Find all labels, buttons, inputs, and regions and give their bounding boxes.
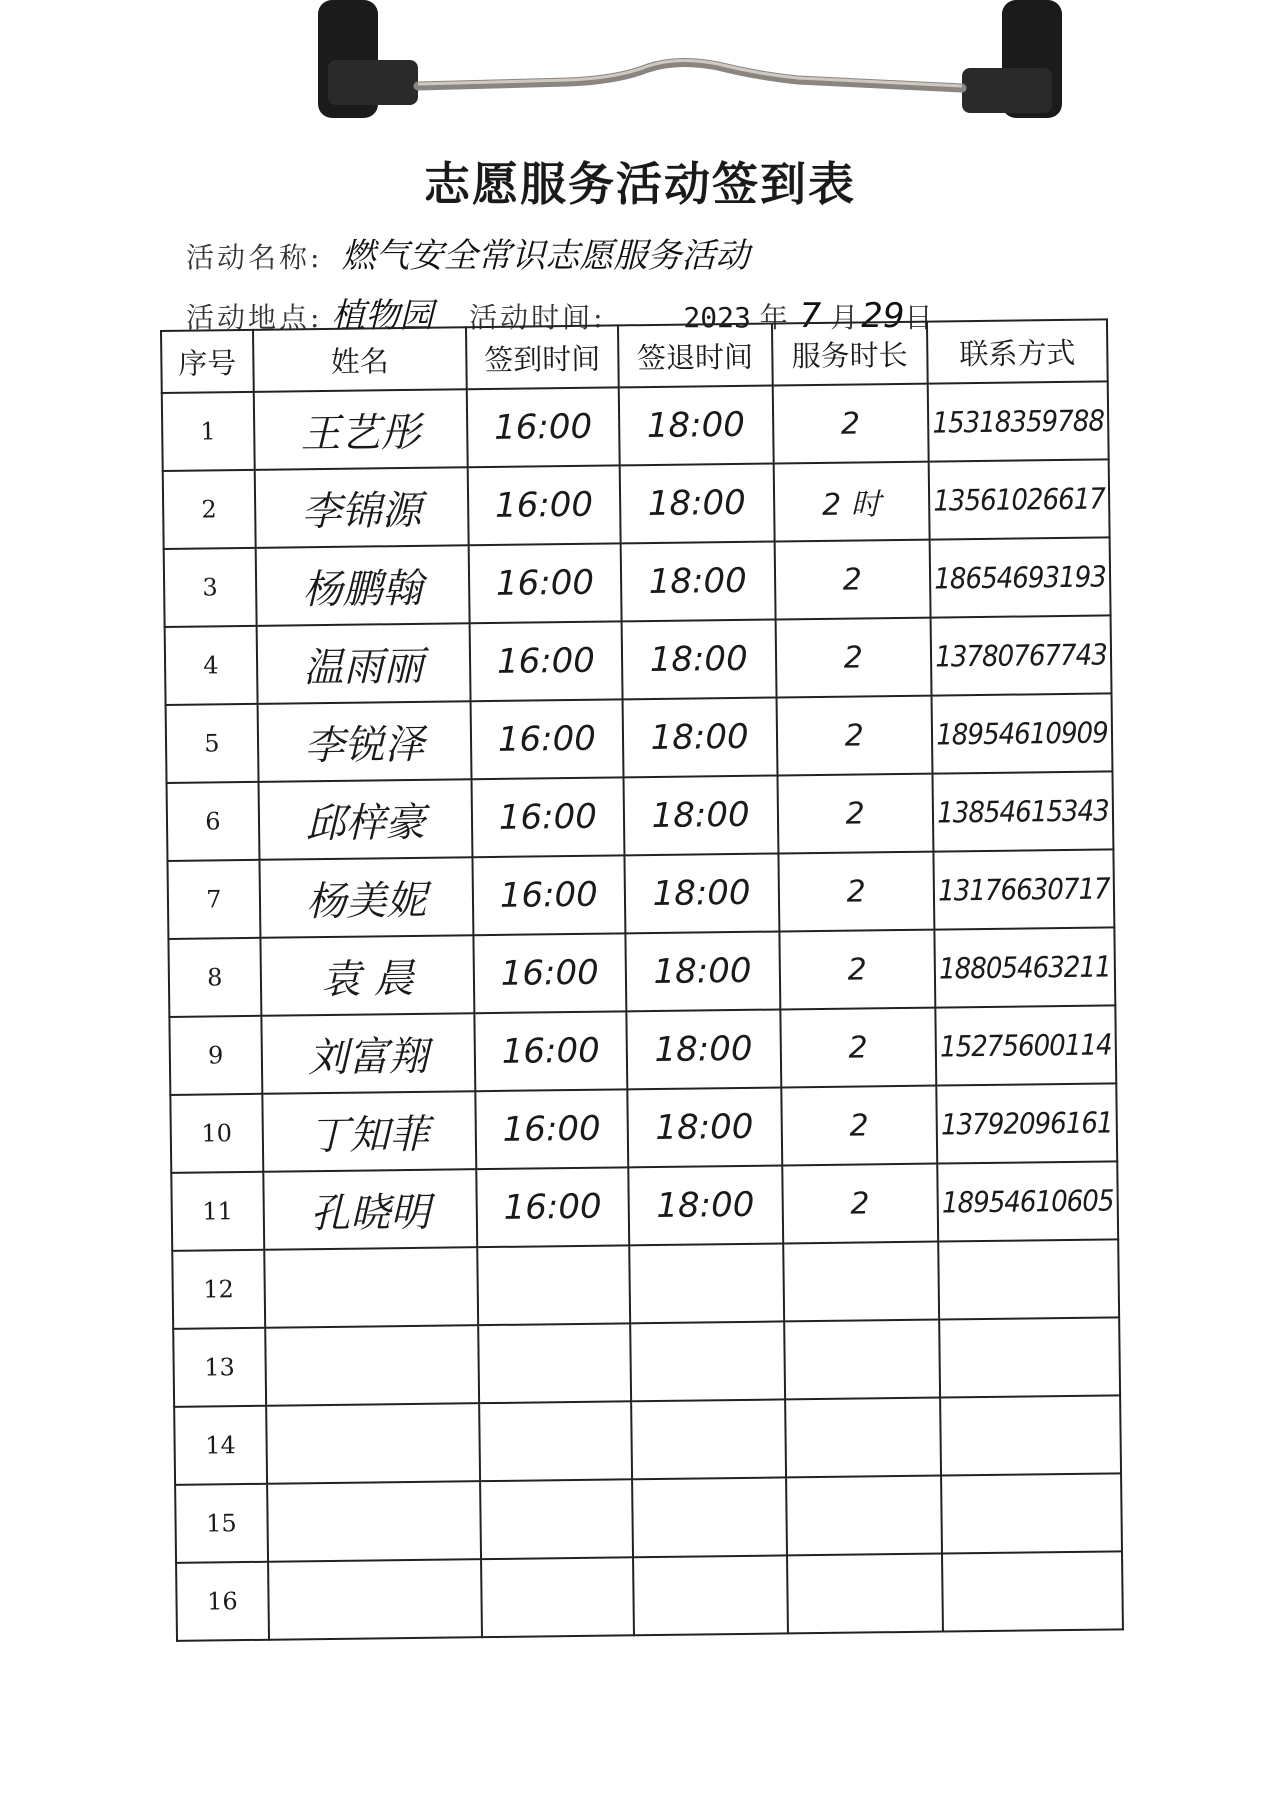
row-name: 丁知菲: [262, 1091, 476, 1172]
activity-year: 2023: [683, 301, 751, 334]
row-name: [265, 1325, 479, 1406]
row-service-hours: 2: [774, 540, 930, 620]
row-checkin-time: 16:00: [474, 1011, 627, 1091]
row-contact-phone: [938, 1239, 1119, 1319]
row-contact-phone: [941, 1473, 1122, 1553]
row-number: 1: [162, 392, 255, 471]
row-number: 9: [169, 1016, 262, 1095]
row-name: 李锐泽: [257, 701, 471, 782]
row-name: [266, 1403, 480, 1484]
row-service-hours: 2: [782, 1164, 938, 1244]
row-name: 王艺彤: [253, 389, 467, 470]
row-contact-phone: 13780767743: [931, 615, 1112, 695]
header-checkout: 签退时间: [618, 324, 773, 388]
table-row: [162, 381, 1109, 471]
row-service-hours: 2: [776, 696, 932, 776]
activity-month-unit: 月: [830, 301, 862, 334]
row-name: 杨鹏翰: [255, 545, 469, 626]
activity-month: 7: [799, 296, 822, 336]
row-checkout-time: 18:00: [619, 464, 774, 544]
row-number: 14: [174, 1406, 267, 1485]
row-checkout-time: [629, 1243, 784, 1323]
table-header-row: [161, 319, 1108, 393]
row-contact-phone: 13792096161: [936, 1083, 1117, 1163]
row-checkin-time: 16:00: [473, 933, 626, 1013]
table-row: [167, 771, 1114, 861]
row-checkout-time: 18:00: [628, 1165, 783, 1245]
activity-day-unit: 日: [904, 301, 936, 334]
row-checkout-time: 18:00: [623, 775, 778, 855]
table-row: [173, 1317, 1120, 1407]
row-contact-phone: 18954610909: [932, 693, 1113, 773]
row-service-hours: 2: [775, 618, 931, 698]
table-row: [175, 1473, 1122, 1563]
activity-place-value: 植物园: [331, 296, 434, 336]
row-checkout-time: 18:00: [624, 853, 779, 933]
signin-table: [160, 318, 1124, 1641]
row-name: [267, 1481, 481, 1562]
table-row: [172, 1239, 1119, 1329]
row-checkin-time: [477, 1245, 630, 1325]
row-checkout-time: [632, 1477, 787, 1557]
row-checkout-time: [633, 1555, 788, 1635]
row-checkout-time: 18:00: [625, 931, 780, 1011]
row-contact-phone: 15275600114: [935, 1005, 1116, 1085]
row-number: 16: [176, 1562, 269, 1641]
header-checkin: 签到时间: [466, 325, 619, 389]
header-name: 姓名: [253, 327, 467, 392]
row-name: [264, 1247, 478, 1328]
activity-name-line: [186, 228, 749, 277]
row-service-hours: 2 时: [773, 462, 929, 542]
row-service-hours: [787, 1554, 943, 1634]
activity-time-label: 活动时间:: [469, 301, 606, 334]
clipboard-clip: [318, 0, 1062, 125]
table-row: [164, 537, 1111, 627]
table-row: [174, 1395, 1121, 1485]
activity-day: 29: [861, 296, 905, 336]
row-name: 邱梓豪: [258, 779, 472, 860]
row-checkin-time: 16:00: [471, 777, 624, 857]
row-checkout-time: 18:00: [618, 386, 773, 466]
row-number: 12: [172, 1250, 265, 1329]
row-checkout-time: 18:00: [627, 1087, 782, 1167]
row-checkout-time: 18:00: [621, 620, 776, 700]
page-title: 志愿服务活动签到表: [424, 157, 856, 211]
row-service-hours: [783, 1242, 939, 1322]
row-contact-phone: 18805463211: [934, 927, 1115, 1007]
row-checkin-time: 16:00: [471, 699, 624, 779]
row-checkin-time: 16:00: [476, 1167, 629, 1247]
row-service-hours: [785, 1398, 941, 1478]
row-checkout-time: [630, 1321, 785, 1401]
row-checkout-time: [631, 1399, 786, 1479]
row-contact-phone: 13854615343: [932, 771, 1113, 851]
activity-name-value: 燃气安全常识志愿服务活动: [341, 236, 750, 276]
header-duration: 服务时长: [771, 322, 927, 386]
row-checkin-time: 16:00: [472, 855, 625, 935]
row-name: 袁 晨: [260, 935, 474, 1016]
row-checkin-time: 16:00: [469, 543, 622, 623]
row-checkin-time: 16:00: [468, 465, 621, 545]
row-service-hours: 2: [779, 930, 935, 1010]
row-contact-phone: 18654693193: [930, 537, 1111, 617]
row-checkin-time: 16:00: [470, 621, 623, 701]
row-checkout-time: 18:00: [626, 1009, 781, 1089]
row-name: 李锦源: [254, 467, 468, 548]
row-name: 温雨丽: [256, 623, 470, 704]
row-contact-phone: 13561026617: [929, 459, 1110, 539]
row-name: 孔晓明: [263, 1169, 477, 1250]
row-contact-phone: [939, 1317, 1120, 1397]
row-number: 3: [164, 548, 257, 627]
row-number: 7: [167, 860, 260, 939]
table-row: [165, 615, 1112, 705]
row-number: 15: [175, 1484, 268, 1563]
row-checkin-time: [481, 1557, 634, 1637]
row-checkin-time: 16:00: [467, 387, 620, 467]
row-contact-phone: 13176630717: [933, 849, 1114, 929]
table-row: [163, 459, 1110, 549]
row-name: [268, 1559, 482, 1640]
row-service-hours: 2: [778, 852, 934, 932]
row-checkin-time: [479, 1401, 632, 1481]
header-no: 序号: [161, 330, 253, 393]
row-number: 5: [166, 704, 259, 783]
row-contact-phone: [942, 1551, 1123, 1631]
row-number: 11: [171, 1172, 264, 1251]
row-number: 8: [168, 938, 261, 1017]
row-service-hours: 2: [772, 384, 928, 464]
row-name: 刘富翔: [261, 1013, 475, 1094]
table-row: [176, 1551, 1123, 1641]
activity-place-label: 活动地点:: [186, 301, 323, 334]
row-number: 13: [173, 1328, 266, 1407]
row-contact-phone: [940, 1395, 1121, 1475]
activity-name-label: 活动名称:: [186, 241, 323, 274]
activity-year-unit: 年: [759, 301, 791, 334]
table-row: [169, 1005, 1116, 1095]
row-service-hours: 2: [777, 774, 933, 854]
row-service-hours: 2: [781, 1086, 937, 1166]
table-row: [166, 693, 1113, 783]
row-number: 2: [163, 470, 256, 549]
row-service-hours: [784, 1320, 940, 1400]
table-row: [170, 1083, 1117, 1173]
row-checkin-time: 16:00: [475, 1089, 628, 1169]
row-number: 4: [165, 626, 258, 705]
row-number: 10: [170, 1094, 263, 1173]
row-checkin-time: [480, 1479, 633, 1559]
table-row: [167, 849, 1114, 939]
row-contact-phone: 18954610605: [937, 1161, 1118, 1241]
row-service-hours: [786, 1476, 942, 1556]
row-number: 6: [167, 782, 260, 861]
header-contact: 联系方式: [927, 319, 1108, 383]
row-name: 杨美妮: [259, 857, 473, 938]
row-checkout-time: 18:00: [620, 542, 775, 622]
row-checkin-time: [478, 1323, 631, 1403]
table-row: [171, 1161, 1118, 1251]
row-service-hours: 2: [780, 1008, 936, 1088]
table-row: [168, 927, 1115, 1017]
row-contact-phone: 15318359788: [928, 381, 1109, 461]
row-checkout-time: 18:00: [622, 698, 777, 778]
